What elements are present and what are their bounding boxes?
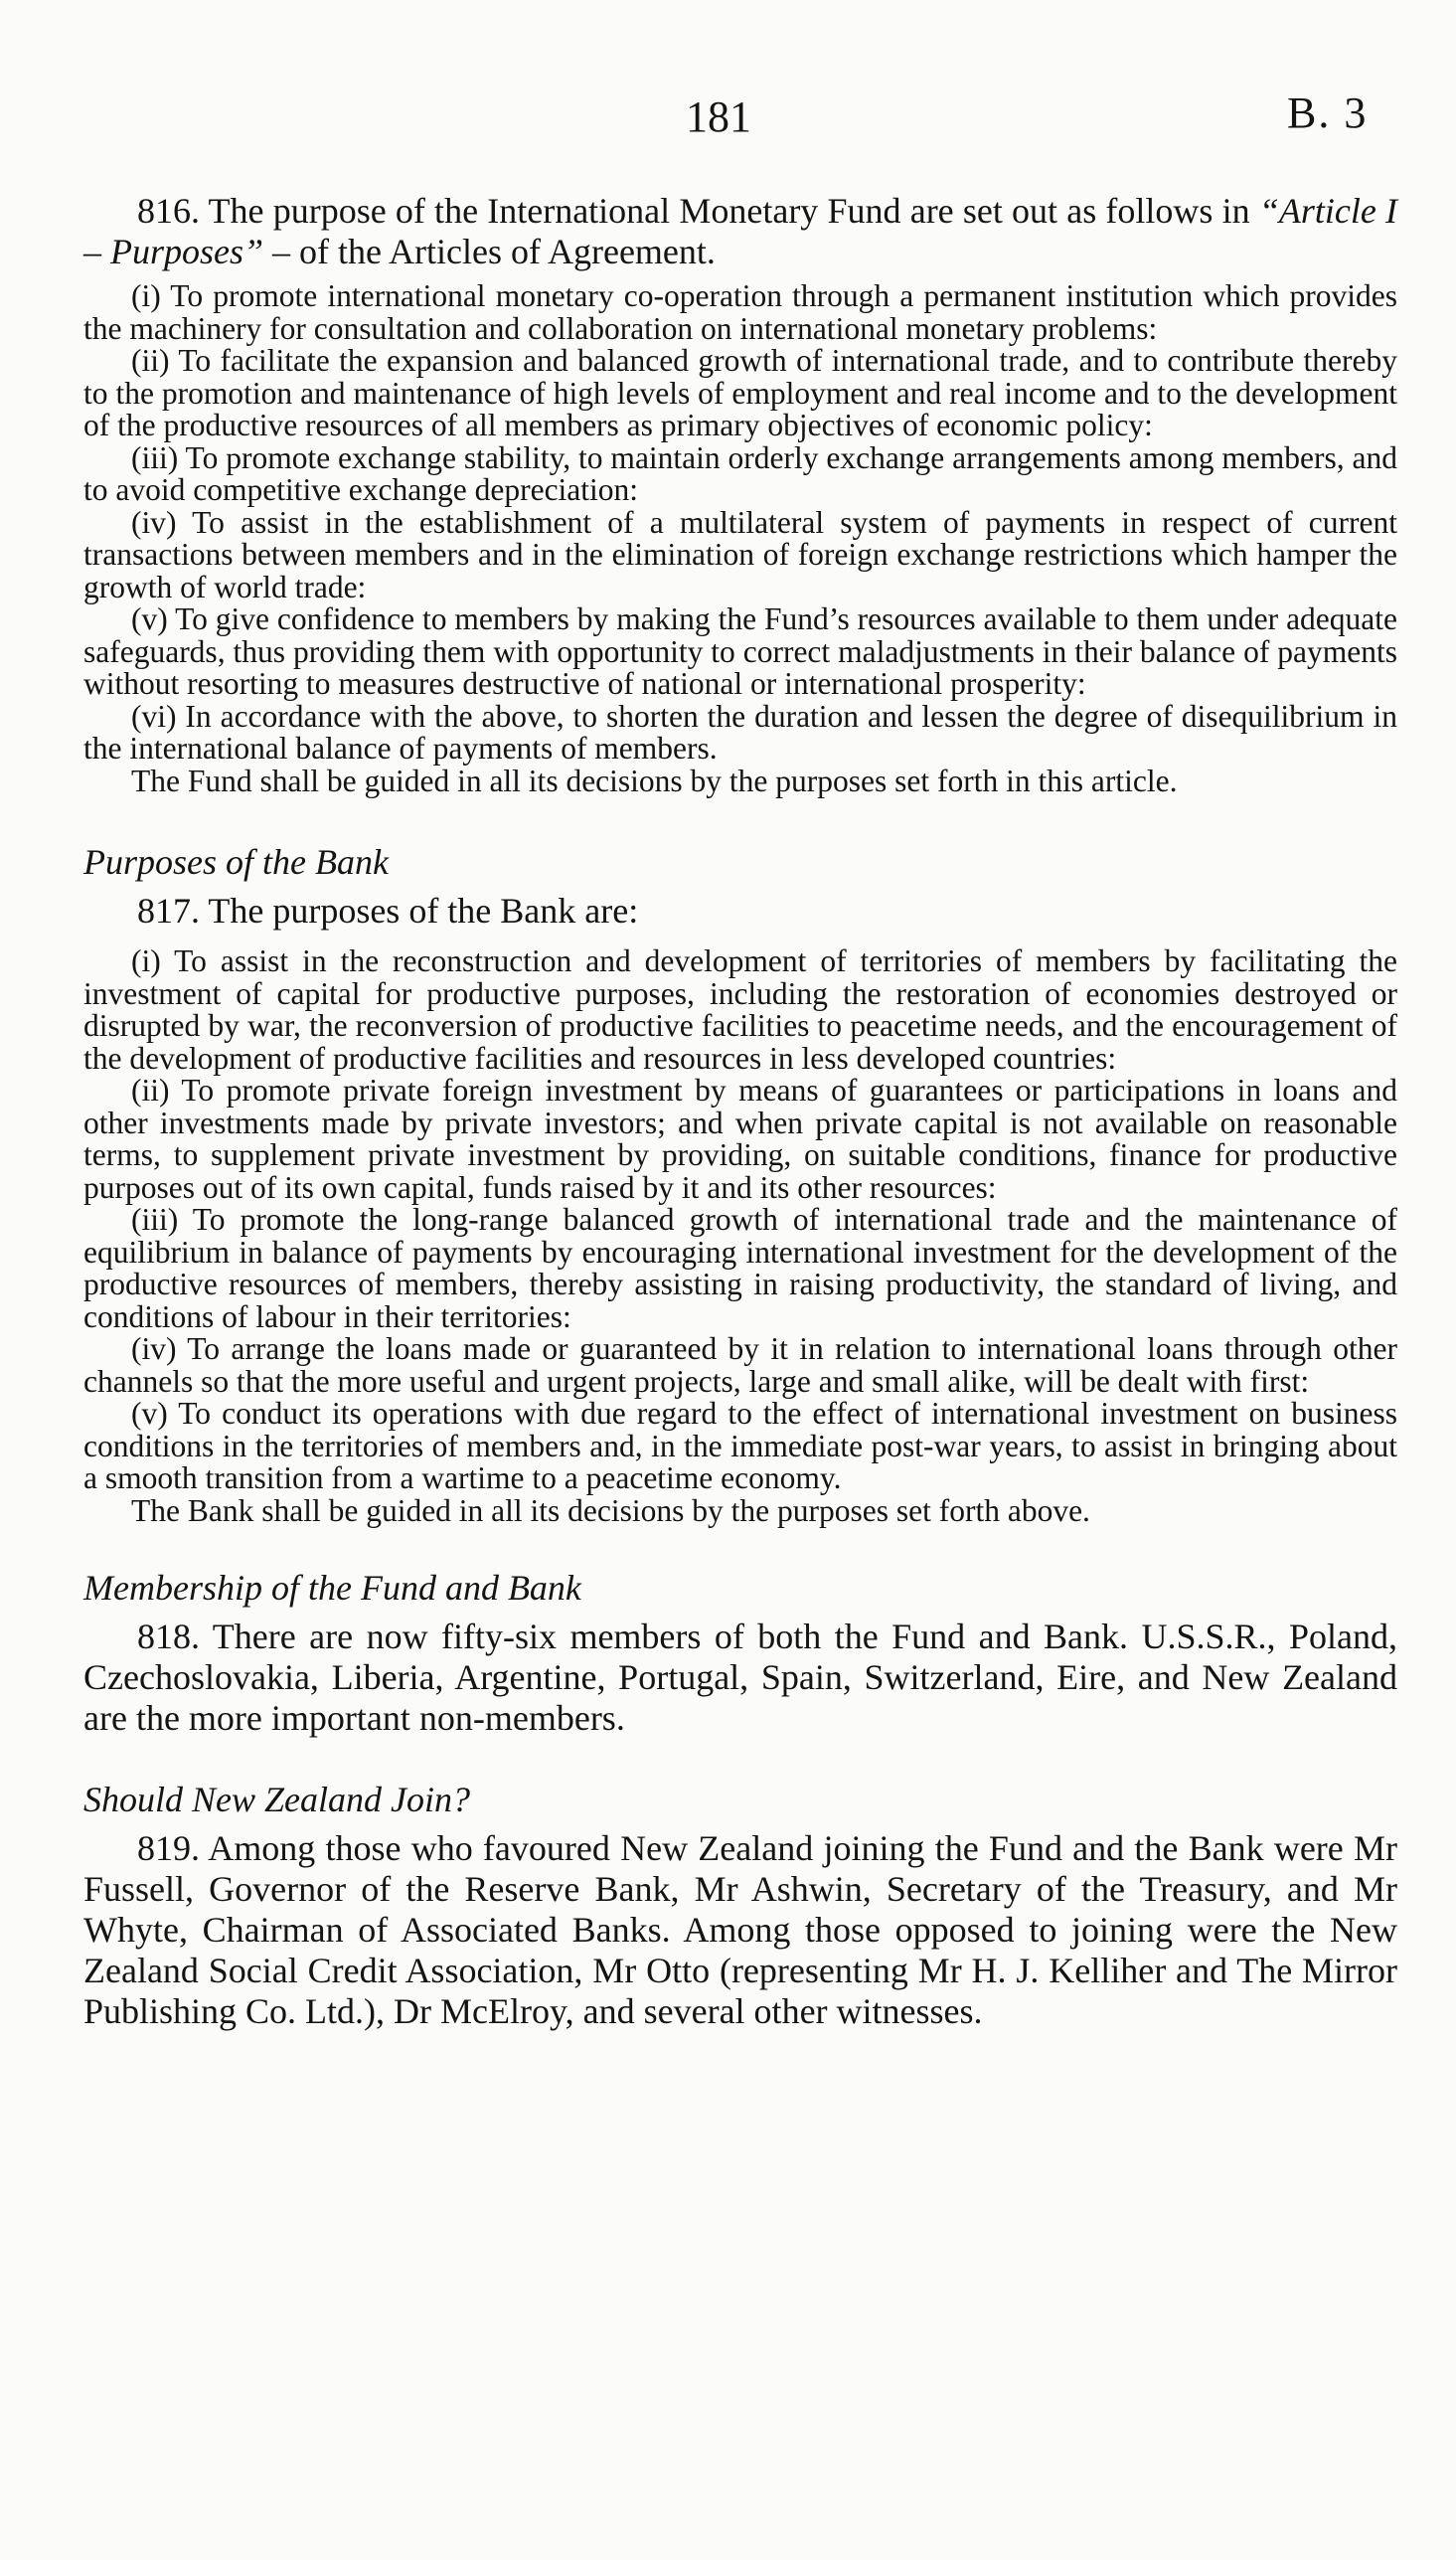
paragraph-816 (83, 191, 1397, 272)
fund-purpose-item: (iv) To assist in the establishment of a multilateral system of payments in respect of current transactions between members and in the elimination of foreign exchange restrictions which hamper the growth of world trade: (83, 504, 1397, 604)
fund-purpose-item: (vi) In accordance with the above, to shorten the duration and lessen the degree of disequilibrium in the international balance of payments of members. (83, 698, 1397, 766)
fund-purpose-item: (i) To promote international monetary co-operation through a permanent institution which provides the machinery for consultation and collaboration on international monetary problems: (83, 278, 1397, 346)
paragraph-818 (83, 1617, 1397, 1739)
bank-purpose-item: (v) To conduct its operations with due regard to the effect of international investment on business conditions in the territories of members and, in the immediate post-war years, to assist in bringing about a smooth transition from a wartime to a peacetime economy. (83, 1396, 1397, 1495)
fund-purpose-item: (ii) To facilitate the expansion and balanced growth of international trade, and to contribute thereby to the promotion and maintenance of high levels of employment and real income and to the development of the productive resources of all members as primary objectives of economic policy: (83, 343, 1397, 442)
paragraph-number: 817. (137, 891, 200, 931)
paragraph-text: There are now fifty-six members of both the Fund and Bank. U.S.S.R., Poland, Czechoslovakia, Liberia, Argentine, Portugal, Spain, Switzerland, Eire, and New Zealand are the more important non-members. (83, 1617, 1397, 1738)
section-heading-join: Should New Zealand Join? (83, 1780, 470, 1819)
bank-closing: The Bank shall be guided in all its decisions by the purposes set forth above. (131, 1492, 1090, 1528)
section-heading-bank: Purposes of the Bank (83, 842, 389, 882)
bank-purpose-item: (iii) To promote the long-range balanced growth of international trade and the maintenance of equilibrium in balance of payments by encouraging international investment for the development of the productive resources of members, thereby assisting in raising productivity, the standard of living, and conditions of labour in their territories: (83, 1202, 1397, 1334)
fund-purpose-item: (v) To give confidence to members by making the Fund’s resources available to them under adequate safeguards, thus providing them with opportunity to correct maladjustments in their balance of payments without resorting to measures destructive of national or international prosperity: (83, 601, 1397, 701)
article-quote: “Article I – Purposes” (83, 191, 1397, 271)
page-header (0, 88, 1456, 151)
bank-purpose-item: (i) To assist in the reconstruction and development of territories of members by facilitating the investment of capital for productive purposes, including the restoration of economies destroyed or disrupted by war, the reconversion of productive facilities to peacetime needs, and the encouragement of the development of productive facilities and resources in less developed countries: (83, 943, 1397, 1076)
paragraph-number: 818. (137, 1617, 200, 1656)
paragraph-number: 816. (137, 191, 200, 231)
section-heading-membership: Membership of the Fund and Bank (83, 1568, 581, 1608)
page-content (83, 191, 1397, 2032)
paragraph-819 (83, 1828, 1397, 2032)
fund-purpose-item: (iii) To promote exchange stability, to maintain orderly exchange arrangements among members, and to avoid competitive exchange depreciation: (83, 439, 1398, 507)
paragraph-text: – of the Articles of Agreement. (263, 232, 716, 271)
paragraph-text: Among those who favoured New Zealand joining the Fund and the Bank were Mr Fussell, Governor of the Reserve Bank, Mr Ashwin, Secretary of the Treasury, and Mr Whyte, Chairman of Associated Banks. Among those opposed to joining were the New Zealand Social Credit Association, Mr Otto (representing Mr H. J. Kelliher and The Mirror Publishing Co. Ltd.), Dr McElroy, and several other witnesses. (83, 1828, 1397, 2031)
fund-closing: The Fund shall be guided in all its decisions by the purposes set forth in this article. (131, 763, 1178, 798)
paragraph-817 (83, 891, 1397, 932)
series-code: B. 3 (1287, 88, 1369, 137)
paragraph-text: The purpose of the International Monetary Fund are set out as follows in (208, 191, 1259, 231)
paragraph-text: The purposes of the Bank are: (208, 891, 639, 931)
bank-purpose-item: (iv) To arrange the loans made or guaranteed by it in relation to international loans through other channels so that the more useful and urgent projects, large and small alike, will be dealt with first: (83, 1331, 1397, 1399)
paragraph-number: 819. (137, 1828, 200, 1868)
bank-purpose-item: (ii) To promote private foreign investment by means of guarantees or participations in loans and other investments made by private investors; and when private capital is not available on reasonable terms, to supplement private investment by providing, on suitable conditions, finance for productive purposes out of its own capital, funds raised by it and its other resources: (83, 1073, 1397, 1205)
page-number: 181 (686, 92, 751, 141)
